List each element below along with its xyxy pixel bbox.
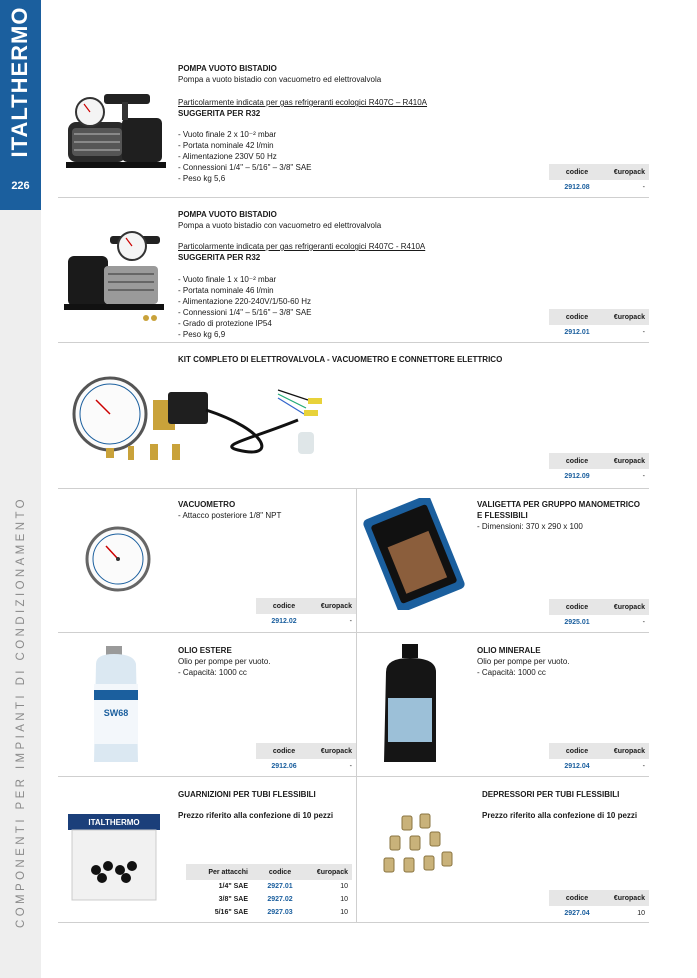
product-title: DEPRESSORI PER TUBI FLESSIBILI (482, 790, 620, 799)
divider (58, 632, 649, 633)
product-subtitle: Pompa a vuoto bistadio con vacuometro ed elettrovalvola (178, 221, 382, 230)
product-spec: Olio per pompe per vuoto. (477, 657, 570, 666)
code-box: codice €uro pack 2912.04 - (549, 743, 649, 773)
product-note: Particolarmente indicata per gas refrigeranti ecologici R407C – R410A (178, 98, 428, 107)
price-table: Per attacchi codice €uro pack 1/4" SAE 2927.01 10 3/8" SAE 2927.02 10 5/16" SAE 2927.03 10 (186, 864, 352, 919)
divider (58, 488, 649, 489)
code-box: codice €uro pack 2912.06 - (256, 743, 356, 773)
product-title: VALIGETTA PER GRUPPO MANOMETRICO (477, 500, 640, 509)
product-spec: - Dimensioni: 370 x 290 x 100 (477, 522, 583, 531)
table-row: 3/8" SAE 2927.02 10 (218, 896, 348, 903)
oil-can-label: SW68 (103, 708, 129, 718)
product-note: Prezzo riferito alla confezione di 10 pezzi (482, 811, 638, 820)
product-spec: - Attacco posteriore 1/8" NPT (178, 511, 282, 520)
code-box: codice €uro pack 2925.01 - (549, 599, 649, 629)
spec-line: - Peso kg 5,6 (178, 174, 226, 183)
divider (58, 922, 649, 923)
product-code: 2912.09 (564, 472, 590, 480)
spec-line: - Alimentazione 230V 50 Hz (178, 152, 277, 161)
oil-can-image (86, 644, 146, 768)
product-note: Prezzo riferito alla confezione di 10 pezzi (178, 811, 334, 820)
product-spec: - Capacità: 1000 cc (178, 668, 247, 677)
code-box: codice €uro pack 2912.09 - (549, 453, 649, 483)
divider (58, 197, 649, 198)
vacuum-pump-image (60, 226, 172, 326)
spec-line: - Connessioni 1/4" – 5/16" – 3/8" SAE (178, 308, 312, 317)
table-row: 5/16" SAE 2927.03 10 (214, 909, 348, 916)
product-code: 2912.04 (564, 762, 590, 770)
brand-box (0, 0, 41, 210)
spec-line: - Vuoto finale 1 x 10⁻² mbar (178, 275, 277, 284)
product-spec: - Capacità: 1000 cc (477, 668, 546, 677)
product-title: POMPA VUOTO BISTADIO (178, 210, 277, 219)
spec-line: - Grado di protezione IP54 (178, 319, 272, 328)
section-label: COMPONENTI PER IMPIANTI DI CONDIZIONAMENTO (15, 495, 27, 929)
product-suggest: SUGGERITA PER R32 (178, 109, 261, 118)
product-title: E FLESSIBILI (477, 511, 528, 520)
spec-line: - Portata nominale 46 l/min (178, 286, 274, 295)
product-title: KIT COMPLETO DI ELETTROVALVOLA - VACUOMETRO E CONNETTORE ELETTRICO (178, 355, 503, 364)
product-subtitle: Pompa a vuoto bistadio con vacuometro ed elettrovalvola (178, 75, 382, 84)
spec-line: - Portata nominale 42 l/min (178, 141, 274, 150)
gasket-bag-image (66, 812, 162, 904)
code-box: codice €uro pack 2912.01 - (549, 309, 649, 339)
product-title: GUARNIZIONI PER TUBI FLESSIBILI (178, 790, 316, 799)
column-divider (356, 489, 357, 922)
divider (58, 776, 649, 777)
product-spec: Olio per pompe per vuoto. (178, 657, 271, 666)
case-image (362, 498, 466, 610)
product-title: OLIO MINERALE (477, 646, 541, 655)
code-box: codice €uro pack 2912.08 - (549, 164, 649, 194)
spec-line: - Connessioni 1/4" – 5/16" – 3/8" SAE (178, 163, 312, 172)
spec-line: - Alimentazione 220-240V/1/50-60 Hz (178, 297, 311, 306)
product-title: OLIO ESTERE (178, 646, 232, 655)
product-code: 2925.01 (564, 618, 590, 626)
product-note: Particolarmente indicata per gas refrigeranti ecologici R407C - R410A (178, 242, 426, 251)
product-code: 2912.08 (564, 183, 590, 191)
divider (58, 342, 649, 343)
product-suggest: SUGGERITA PER R32 (178, 253, 261, 262)
oil-bottle-image (378, 642, 442, 768)
table-row: 1/4" SAE 2927.01 10 (218, 883, 348, 890)
kit-image (68, 370, 348, 472)
brand-logo: ITALTHERMO (7, 6, 32, 158)
vacuum-pump-image (62, 88, 172, 180)
product-title: POMPA VUOTO BISTADIO (178, 64, 277, 73)
bag-label: ITALTHERMO (88, 818, 140, 827)
page-number: 226 (11, 180, 30, 192)
spec-line: - Vuoto finale 2 x 10⁻² mbar (178, 130, 277, 139)
product-code: 2912.06 (271, 762, 297, 770)
product-code: 2912.02 (271, 617, 297, 625)
product-title: VACUOMETRO (178, 500, 236, 509)
product-code: 2912.01 (564, 328, 590, 336)
product-code: 2927.04 (564, 909, 590, 917)
vacuometer-image (80, 526, 156, 592)
valve-cores-image (376, 806, 462, 886)
code-box: codice €uro pack 2912.02 - (256, 598, 356, 628)
spec-line: - Peso kg 6,9 (178, 330, 226, 339)
code-box: codice €uro pack 2927.04 10 (549, 890, 649, 920)
